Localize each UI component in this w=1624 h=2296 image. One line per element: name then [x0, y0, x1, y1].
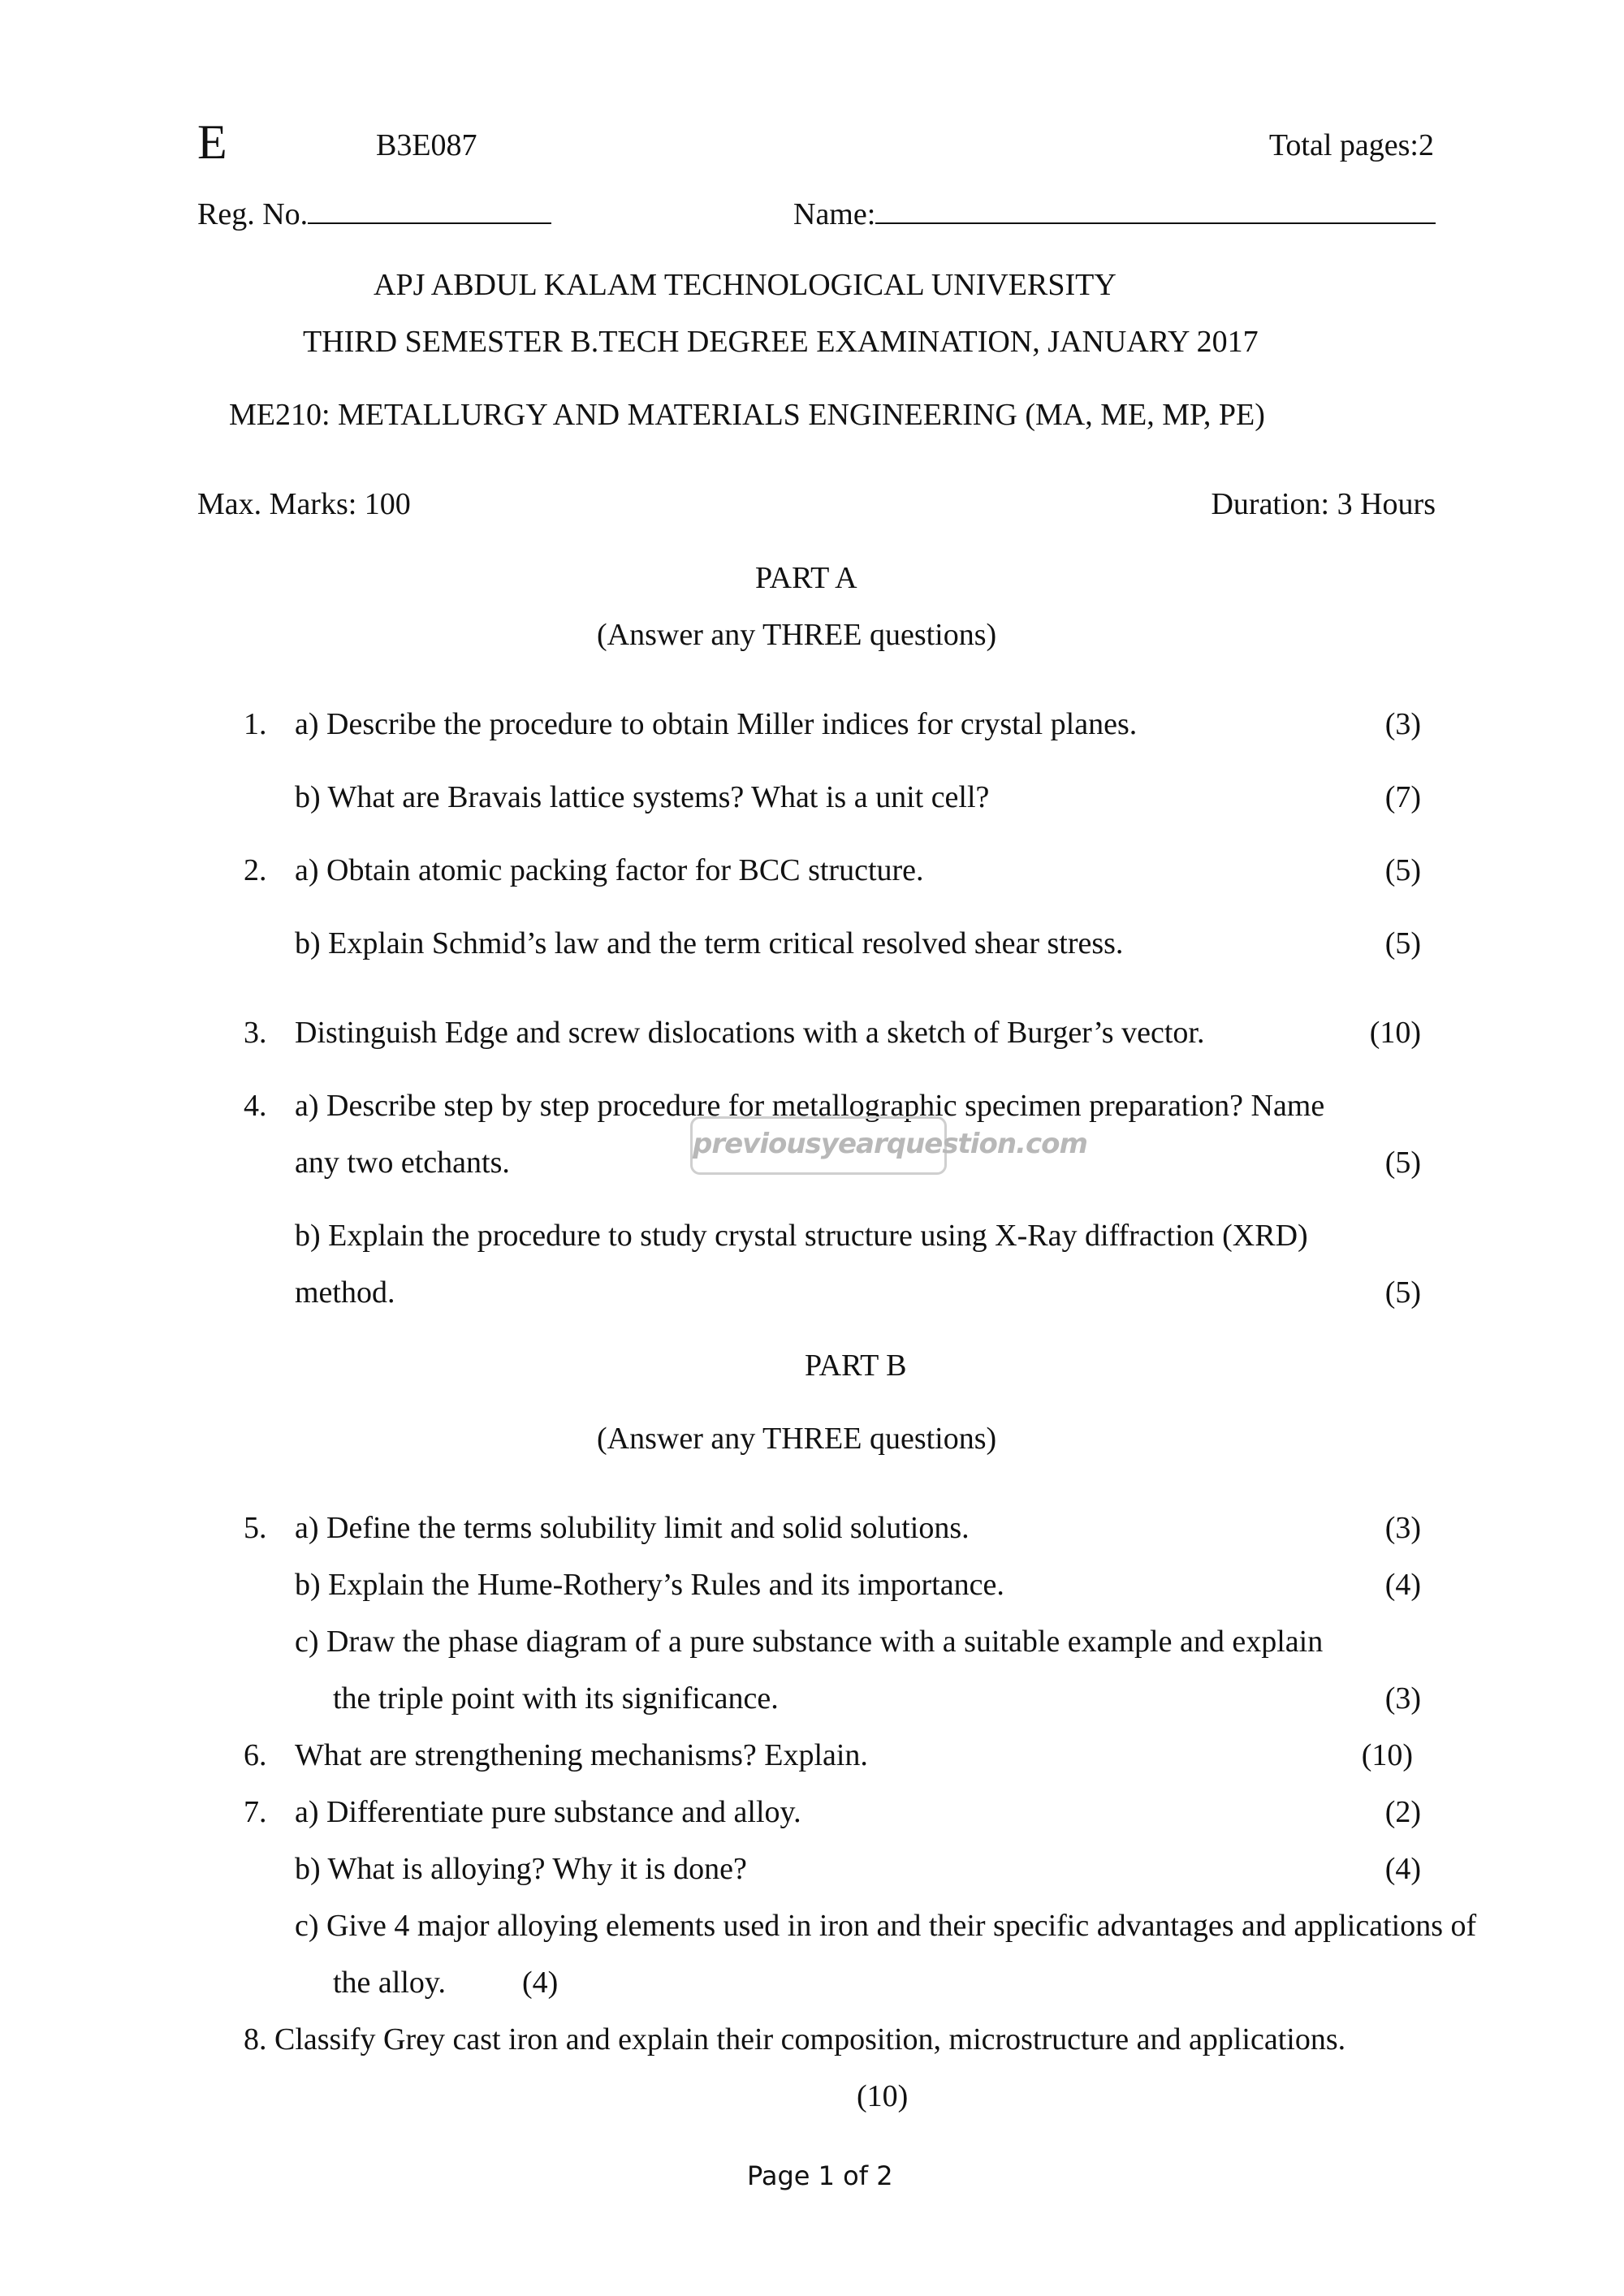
q5c-marks: (3) — [1384, 1681, 1421, 1716]
q5a-text: a) Define the terms solubility limit and solid solutions. — [295, 1511, 970, 1545]
q4b-marks: (5) — [1384, 1275, 1421, 1310]
q7b-text: b) What is alloying? Why it is done? — [295, 1852, 747, 1886]
q6-marks: (10) — [1361, 1738, 1413, 1772]
q5b-marks: (4) — [1384, 1568, 1421, 1602]
part-a-heading: PART A — [755, 561, 857, 595]
q7a-marks: (2) — [1384, 1795, 1421, 1829]
q6-number: 6. — [244, 1738, 267, 1772]
set-letter: E — [197, 115, 227, 169]
q5a-marks: (3) — [1384, 1511, 1421, 1545]
q4a-text-line2: any two etchants. — [295, 1146, 510, 1180]
q6-text: What are strengthening mechanisms? Explain. — [295, 1738, 868, 1772]
q4a-text-line1: a) Describe step by step procedure for metallographic specimen preparation? Name — [295, 1089, 1325, 1123]
duration: Duration: 3 Hours — [1211, 487, 1436, 521]
q8-text: 8. Classify Grey cast iron and explain their composition, microstructure and applications. — [244, 2022, 1346, 2056]
q7a-text: a) Differentiate pure substance and alloy. — [295, 1795, 801, 1829]
q1a-text: a) Describe the procedure to obtain Miller indices for crystal planes. — [295, 707, 1138, 741]
q1b-marks: (7) — [1384, 780, 1421, 814]
q2b-text: b) Explain Schmid’s law and the term critical resolved shear stress. — [295, 926, 1124, 960]
q5-number: 5. — [244, 1511, 267, 1545]
q1b-text: b) What are Bravais lattice systems? What is a unit cell? — [295, 780, 990, 814]
reg-no-blank — [308, 195, 551, 224]
q4b-text-line2: method. — [295, 1275, 395, 1310]
max-marks: Max. Marks: 100 — [197, 487, 411, 521]
q7-number: 7. — [244, 1795, 267, 1829]
part-b-heading: PART B — [805, 1349, 907, 1383]
name-label: Name: — [793, 197, 876, 231]
university-title: APJ ABDUL KALAM TECHNOLOGICAL UNIVERSITY — [374, 268, 1116, 302]
q3-text: Distinguish Edge and screw dislocations with a sketch of Burger’s vector. — [295, 1016, 1205, 1050]
watermark-logo — [690, 1116, 1087, 1175]
page-footer: Page 1 of 2 — [747, 2160, 893, 2191]
q2a-marks: (5) — [1384, 853, 1421, 887]
exam-title: THIRD SEMESTER B.TECH DEGREE EXAMINATION, JANUARY 2017 — [303, 325, 1259, 359]
part-b-instruction: (Answer any THREE questions) — [597, 1422, 997, 1456]
q4b-text-line1: b) Explain the procedure to study crystal structure using X-Ray diffraction (XRD) — [295, 1219, 1308, 1253]
q2b-marks: (5) — [1384, 926, 1421, 960]
total-pages: Total pages:2 — [1268, 128, 1434, 162]
q5c-text-line1: c) Draw the phase diagram of a pure substance with a suitable example and explain — [295, 1625, 1324, 1659]
reg-no-label: Reg. No. — [197, 197, 309, 231]
name-field — [793, 195, 1436, 233]
q7b-marks: (4) — [1384, 1852, 1421, 1886]
q4-number: 4. — [244, 1089, 267, 1123]
q1a-marks: (3) — [1384, 707, 1421, 741]
q2a-text: a) Obtain atomic packing factor for BCC structure. — [295, 853, 924, 887]
q5b-text: b) Explain the Hume-Rothery’s Rules and its importance. — [295, 1568, 1004, 1602]
q8-marks: (10) — [857, 2079, 909, 2113]
q3-marks: (10) — [1369, 1016, 1421, 1050]
q2-number: 2. — [244, 853, 267, 887]
q7c-text-line2: the alloy. — [333, 1966, 446, 2000]
q3-number: 3. — [244, 1016, 267, 1050]
q5c-text-line2: the triple point with its significance. — [333, 1681, 779, 1716]
q7c-marks: (4) — [522, 1966, 559, 2000]
part-a-instruction: (Answer any THREE questions) — [597, 618, 997, 652]
course-title: ME210: METALLURGY AND MATERIALS ENGINEERING (MA, ME, MP, PE) — [229, 398, 1265, 432]
paper-code: B3E087 — [376, 128, 477, 162]
q4a-marks: (5) — [1384, 1146, 1421, 1180]
reg-no-field — [197, 195, 551, 233]
name-blank — [875, 195, 1436, 224]
q7c-text-line1: c) Give 4 major alloying elements used in iron and their specific advantages and applications of — [295, 1909, 1477, 1943]
q1-number: 1. — [244, 707, 267, 741]
watermark-text: previousyearquestion.com — [693, 1128, 1087, 1160]
